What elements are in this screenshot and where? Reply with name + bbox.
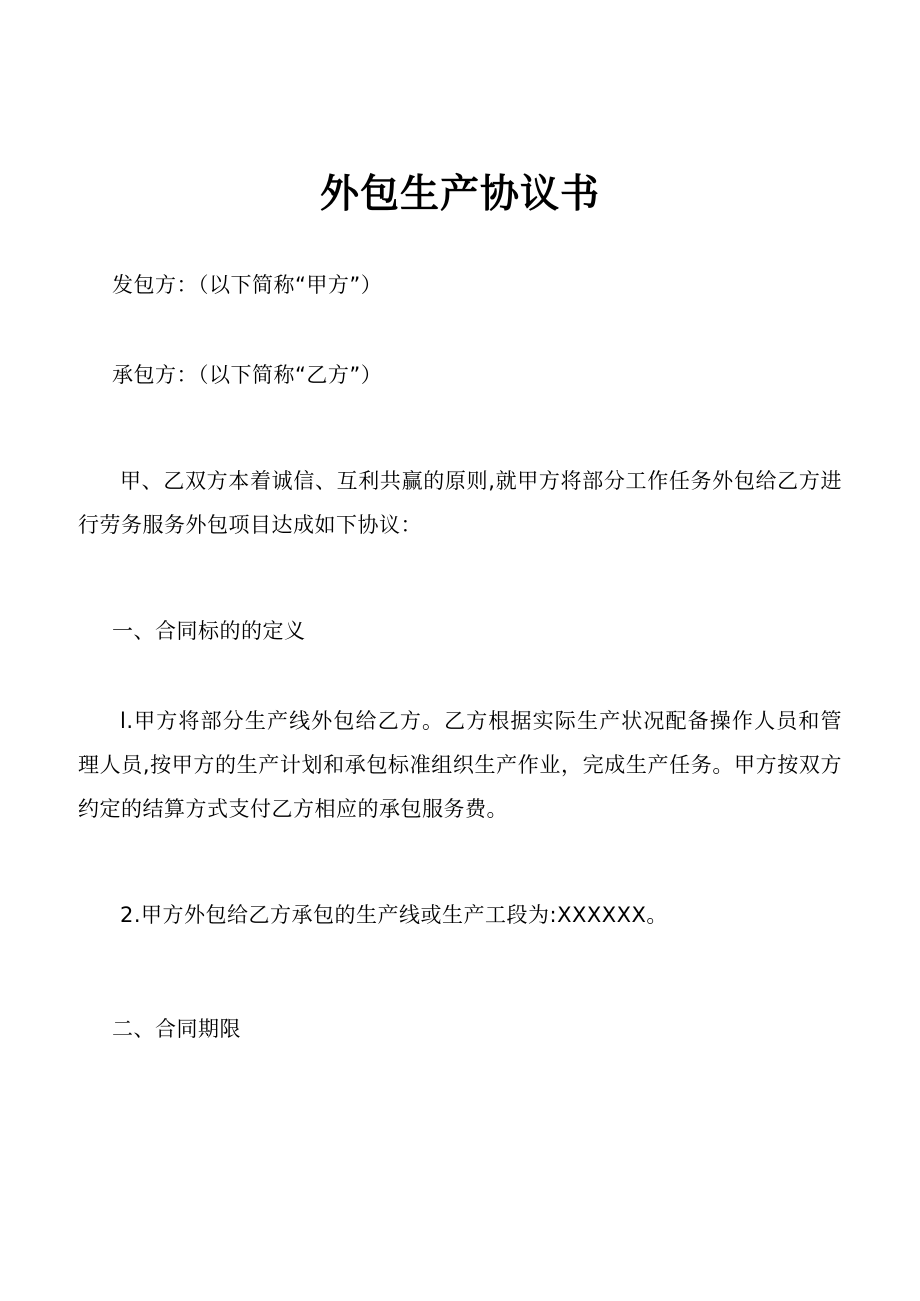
page-title: 外包生产协议书 bbox=[319, 172, 600, 217]
section-1-clause-1: l.甲方将部分生产线外包给乙方。乙方根据实际生产状况配备操作人员和管理人员,按甲方的生产计划和承包标准组织生产作业，完成生产任务。甲方按双方约定的结算方式支付乙方相应的承包服务费。 bbox=[78, 708, 842, 821]
section-heading-1: 一、合同标的的定义 bbox=[112, 618, 306, 643]
party-line-b: 承包方：（以下简称“乙方”） bbox=[112, 362, 383, 387]
spacer bbox=[78, 583, 842, 609]
spacer bbox=[78, 689, 842, 699]
spacer bbox=[78, 433, 842, 459]
party-line-a: 发包方：（以下简称“甲方”） bbox=[112, 272, 383, 297]
section-1-clause-2: 2.甲方外包给乙方承包的生产线或生产工段为:XXXXXX。 bbox=[120, 902, 668, 927]
section-heading-2: 二、合同期限 bbox=[112, 1016, 241, 1041]
preamble-paragraph: 甲、乙双方本着诚信、互利共赢的原则,就甲方将部分工作任务外包给乙方进行劳务服务外包项目达成如下协议： bbox=[78, 468, 842, 537]
spacer bbox=[78, 343, 842, 353]
spacer bbox=[78, 867, 842, 893]
spacer bbox=[78, 967, 842, 1007]
document-body bbox=[0, 263, 920, 1051]
